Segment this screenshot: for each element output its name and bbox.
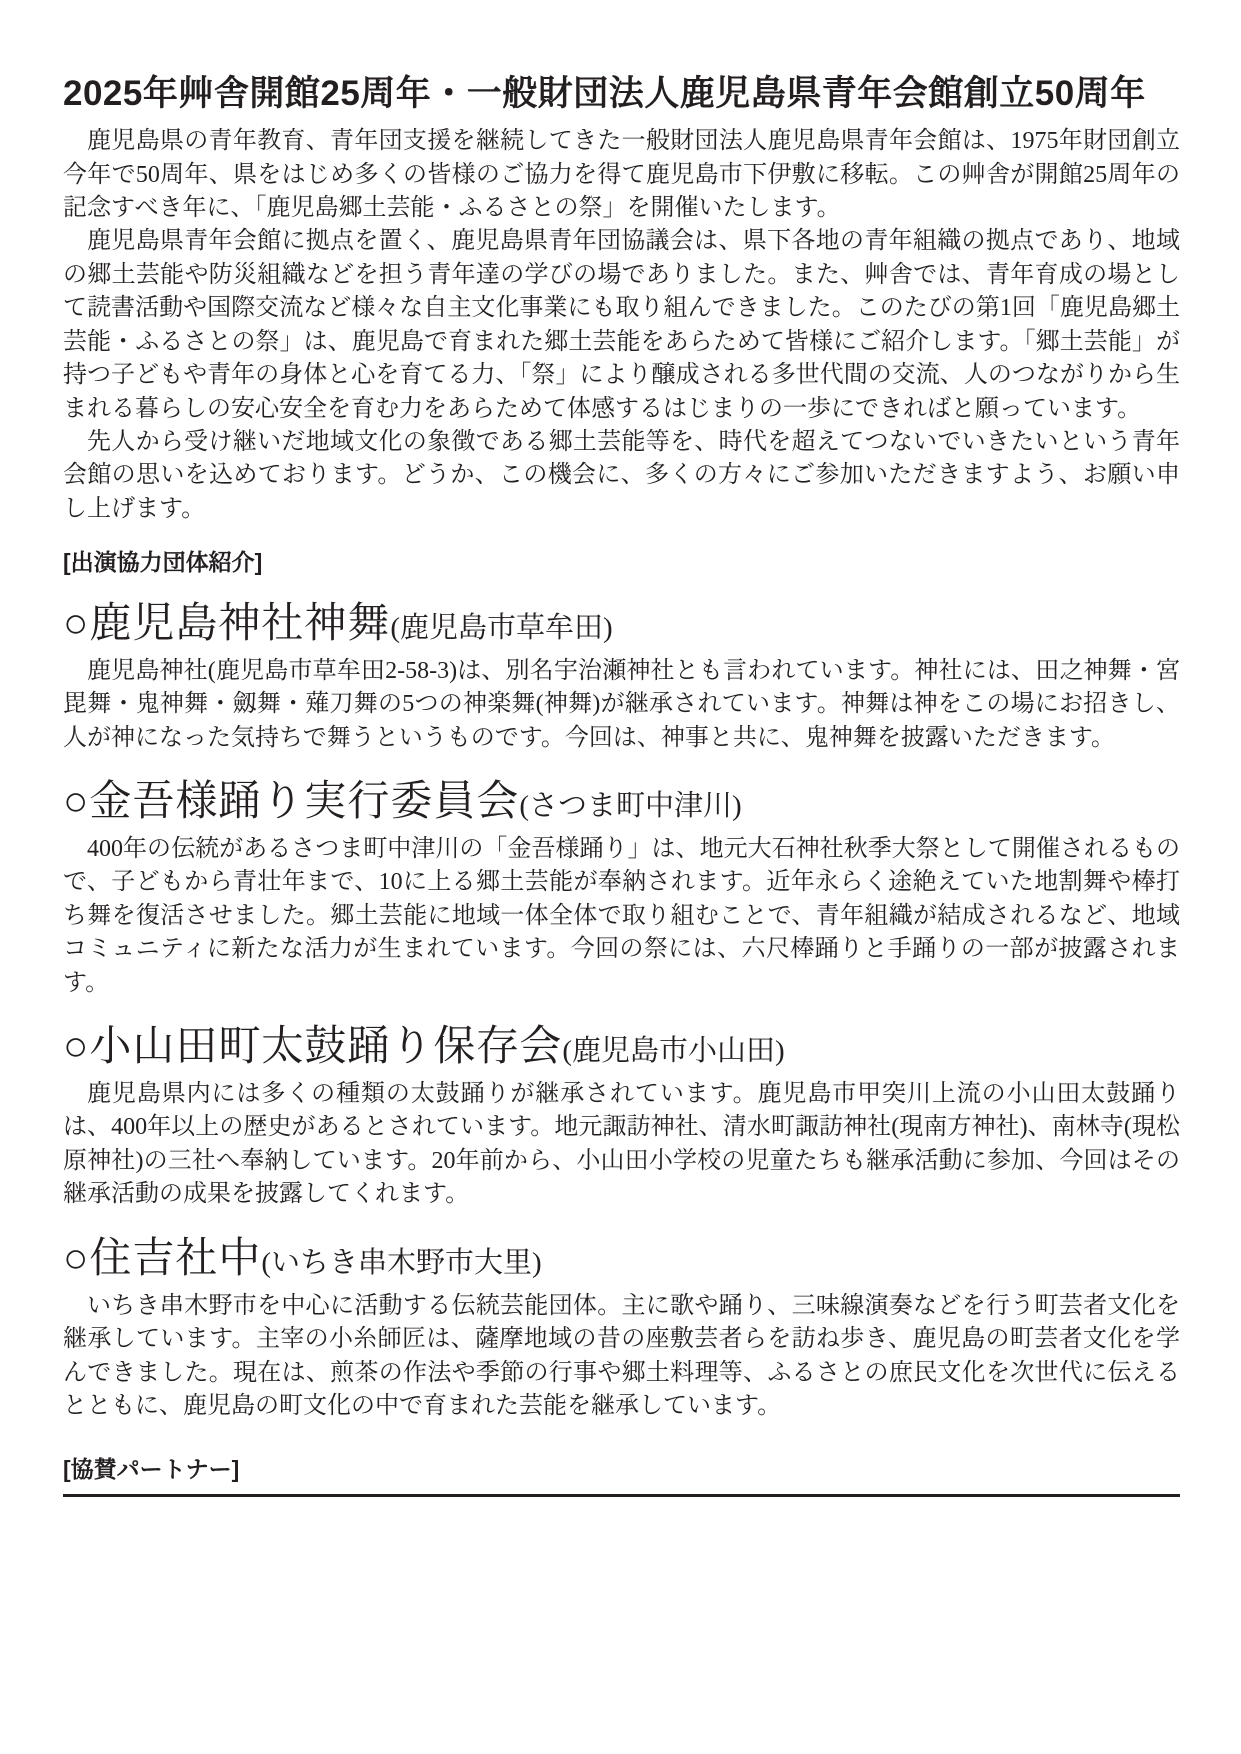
group-location: (さつま町中津川): [519, 789, 742, 822]
intro-paragraph-2: 鹿児島県青年会館に拠点を置く、鹿児島県青年団協議会は、県下各地の青年組織の拠点であり、地域の郷土芸能や防災組織などを担う青年達の学びの場でありました。また、艸舎では、青年育成の場として読書活動や国際交流など様々な自主文化事業にも取り組んできました。このたびの第1回「鹿児島郷土芸能・ふるさとの祭」は、鹿児島で育まれた郷土芸能をあらためて皆様にご紹介します。「郷土芸能」が持つ子どもや青年の身体と心を育てる力、「祭」により醸成される多世代間の交流、人のつながりから生まれる暮らしの安心安全を育む力をあらためて体感するはじまりの一歩にできればと願っています。: [63, 228, 1180, 422]
group-name: 小山田町太鼓踊り保存会: [89, 1024, 563, 1071]
page-title: 2025年艸舎開館25周年・一般財団法人鹿児島県青年会館創立50周年: [63, 74, 1146, 113]
intro-section: [63, 125, 1180, 526]
group-location: (鹿児島市草牟田): [390, 611, 613, 644]
circle-marker: ○: [63, 778, 90, 825]
performers-section-label: [出演協力団体紹介]: [63, 549, 263, 576]
group-heading: [63, 1236, 1180, 1283]
group-description: 鹿児島神社(鹿児島市草牟田2-58-3)は、別名宇治瀬神社とも言われています。神社には、田之神舞・宮毘舞・鬼神舞・劔舞・薙刀舞の5つの神楽舞(神舞)が継承されています。神舞は神をこの場にお招きし、人が神になった気持ちで舞うというものです。今回は、神事と共に、鬼神舞を披露いただきます。: [63, 657, 1180, 751]
sponsors-section-label: [協賛パートナー]: [63, 1456, 240, 1483]
group-heading: [63, 601, 1180, 648]
performer-group-kingosama-odori: [63, 779, 1180, 1000]
performer-group-sumiyoshi-shachu: [63, 1236, 1180, 1424]
performer-group-kagoshima-jinja: [63, 601, 1180, 755]
group-location: (鹿児島市小山田): [562, 1035, 785, 1068]
circle-marker: ○: [63, 1235, 90, 1282]
group-description: いちき串木野市を中心に活動する伝統芸能団体。主に歌や踊り、三味線演奏などを行う町芸者文化を継承しています。主宰の小糸師匠は、薩摩地域の昔の座敷芸者らを訪ね歩き、鹿児島の町芸者文化を学んできました。現在は、煎茶の作法や季節の行事や郷土料理等、ふるさとの庶民文化を次世代に伝えるとともに、鹿児島の町文化の中で育まれた芸能を継承しています。: [63, 1292, 1180, 1419]
group-name: 鹿児島神社神舞: [89, 600, 391, 647]
group-name: 住吉社中: [89, 1235, 262, 1282]
divider-rule: [63, 1494, 1180, 1497]
group-heading: [63, 1024, 1180, 1071]
circle-marker: ○: [63, 1024, 90, 1071]
group-description: 400年の伝統があるさつま町中津川の「金吾様踊り」は、地元大石神社秋季大祭として開催されるもので、子どもから青壮年まで、10に上る郷土芸能が奉納されます。近年永らく途絶えていた地割舞や棒打ち舞を復活させました。郷土芸能に地域一体全体で取り組むことで、青年組織が結成されるなど、地域コミュニティに新たな活力が生まれています。今回の祭には、六尺棒踊りと手踊りの一部が披露されます。: [63, 836, 1180, 996]
group-heading: [63, 779, 1180, 826]
group-name: 金吾様踊り実行委員会: [89, 778, 520, 825]
intro-paragraph-3: 先人から受け継いだ地域文化の象徴である郷土芸能等を、時代を超えてつないでいきたいという青年会館の思いを込めております。どうか、この機会に、多くの方々にご参加いただきますよう、お願い申し上げます。: [63, 428, 1180, 522]
performer-group-oyamada-taiko: [63, 1024, 1180, 1212]
circle-marker: ○: [63, 600, 90, 647]
group-location: (いちき串木野市大里): [261, 1246, 542, 1279]
group-description: 鹿児島県内には多くの種類の太鼓踊りが継承されています。鹿児島市甲突川上流の小山田太鼓踊りは、400年以上の歴史があるとされています。地元諏訪神社、清水町諏訪神社(現南方神社)、南林寺(現松原神社)の三社へ奉納しています。20年前から、小山田小学校の児童たちも継承活動に参加、今回はその継承活動の成果を披露してくれます。: [63, 1081, 1180, 1208]
intro-paragraph-1: 鹿児島県の青年教育、青年団支援を継続してきた一般財団法人鹿児島県青年会館は、1975年財団創立今年で50周年、県をはじめ多くの皆様のご協力を得て鹿児島市下伊敷に移転。この艸舎が開館25周年の記念すべき年に、「鹿児島郷土芸能・ふるさとの祭」を開催いたします。: [63, 128, 1180, 222]
